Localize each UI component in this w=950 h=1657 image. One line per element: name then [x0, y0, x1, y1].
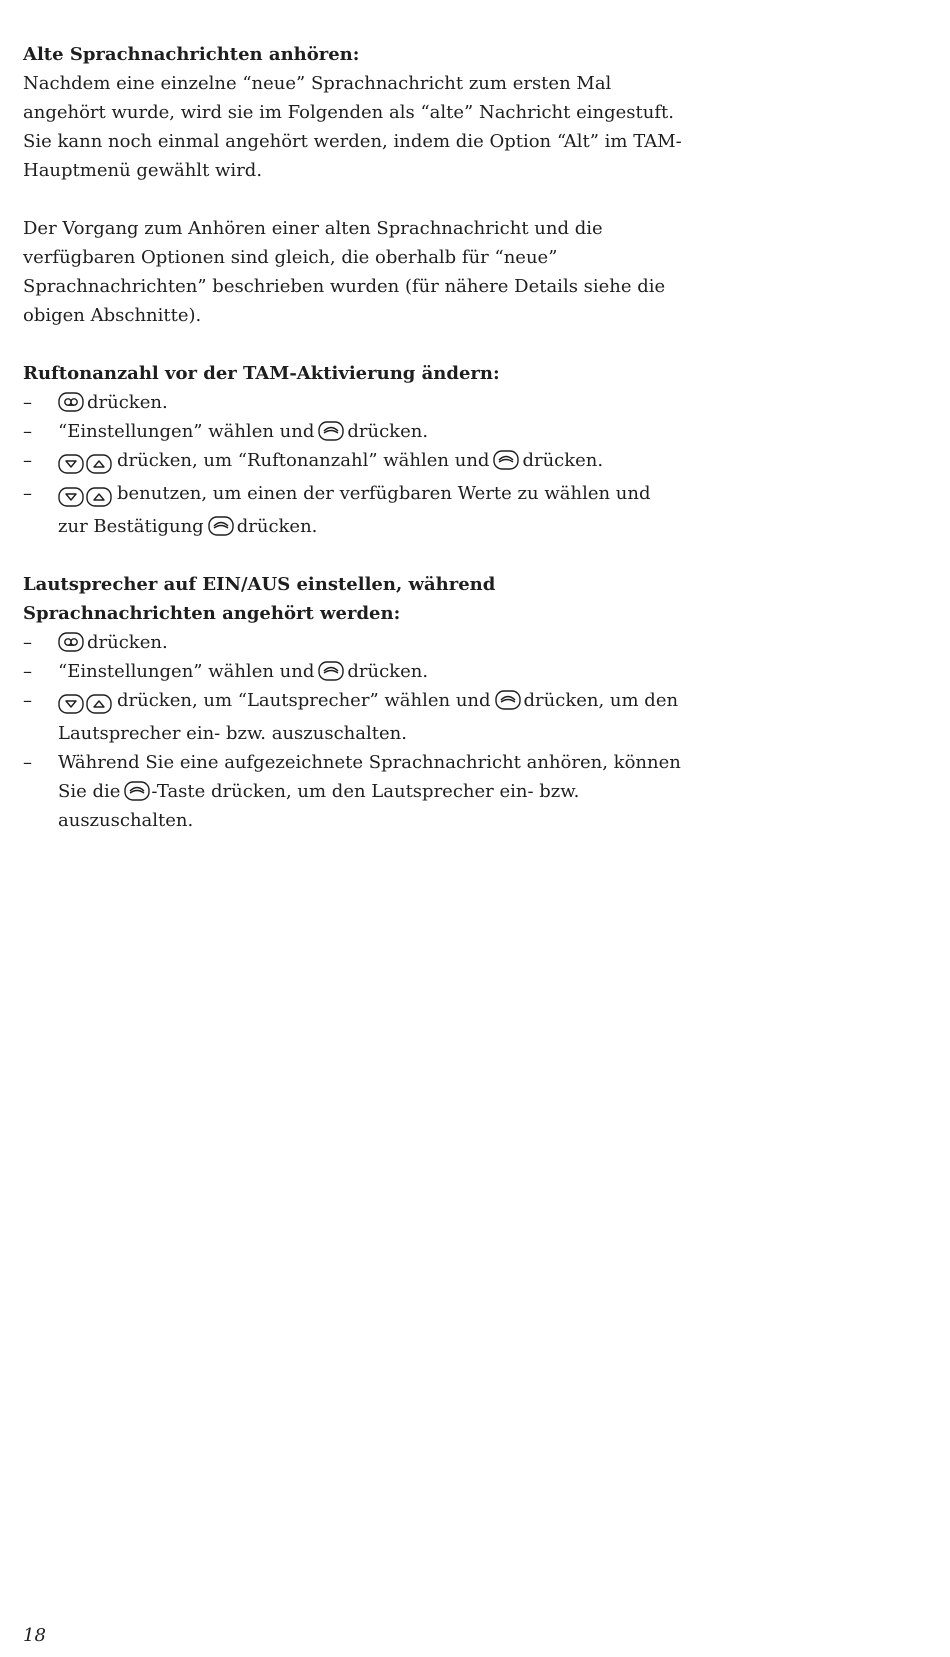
speaker-key-icon [495, 690, 521, 710]
step-text: drücken. [87, 632, 168, 653]
heading-speaker-toggle: Lautsprecher auf EIN/AUS einstellen, während Sprachnachrichten angehört werden: [23, 574, 496, 624]
page-number: 18 [23, 1625, 46, 1646]
list-item [23, 628, 683, 657]
step-text: drücken. [347, 421, 429, 442]
list-item [23, 417, 683, 446]
nav-keys [58, 450, 114, 479]
step-text: drücken. [87, 392, 168, 413]
list-dash: – [23, 483, 32, 504]
list-dash: – [23, 661, 32, 682]
heading-old-messages: Alte Sprachnachrichten anhören: [23, 44, 360, 65]
ok-key-icon [208, 516, 234, 536]
list-dash: – [23, 632, 32, 653]
ok-key-icon [493, 450, 519, 470]
list-item [23, 446, 683, 479]
document-body [23, 40, 683, 835]
step-text: benutzen, um einen der verfügbaren Werte zu wählen und zur Bestätigung [58, 483, 651, 537]
paragraph-old-messages-intro: Nachdem eine einzelne “neue” Sprachnachricht zum ersten Mal angehört wurde, wird sie im Folgenden als “alte” Nachricht eingestuft. Sie kann noch einmal angehört werden, indem die Option “Alt” im TAM-Hauptmenü gewählt wird. [23, 73, 682, 181]
step-text: Während Sie eine aufgezeichnete Sprachnachricht anhören, können Sie die [58, 752, 681, 802]
list-item [23, 686, 683, 748]
list-dash: – [23, 421, 32, 442]
list-dash: – [23, 752, 32, 773]
speaker-key-icon [124, 781, 150, 801]
list-dash: – [23, 392, 32, 413]
step-text: drücken, um “Ruftonanzahl” wählen und [117, 450, 490, 471]
step-text: “Einstellungen” wählen und [58, 661, 315, 682]
list-item [23, 748, 683, 835]
list-dash: – [23, 690, 32, 711]
nav-keys [58, 690, 114, 719]
ok-key-icon [318, 421, 344, 441]
step-text: drücken. [347, 661, 429, 682]
step-text: drücken, um “Lautsprecher” wählen und [117, 690, 491, 711]
down-key-icon [58, 487, 84, 507]
list-item [23, 388, 683, 417]
ring-count-steps [23, 388, 683, 541]
tam-key-icon [58, 392, 84, 412]
step-text: -Taste drücken, um den Lautsprecher ein- bzw. auszuschalten. [58, 781, 580, 831]
step-text: drücken, um den Lautsprecher ein- bzw. auszuschalten. [58, 690, 679, 744]
down-key-icon [58, 454, 84, 474]
up-key-icon [86, 694, 112, 714]
tam-key-icon [58, 632, 84, 652]
nav-keys [58, 483, 114, 512]
list-dash: – [23, 450, 32, 471]
ok-key-icon [318, 661, 344, 681]
up-key-icon [86, 487, 112, 507]
list-item [23, 657, 683, 686]
heading-ring-count: Ruftonanzahl vor der TAM-Aktivierung ändern: [23, 363, 500, 384]
speaker-steps [23, 628, 683, 835]
up-key-icon [86, 454, 112, 474]
down-key-icon [58, 694, 84, 714]
step-text: drücken. [236, 516, 318, 537]
list-item [23, 479, 683, 541]
step-text: “Einstellungen” wählen und [58, 421, 315, 442]
paragraph-old-messages-procedure: Der Vorgang zum Anhören einer alten Sprachnachricht und die verfügbaren Optionen sind gleich, die oberhalb für “neue” Sprachnachrichten” beschrieben wurden (für nähere Details siehe die obigen Abschnitte). [23, 218, 666, 326]
step-text: drücken. [522, 450, 604, 471]
